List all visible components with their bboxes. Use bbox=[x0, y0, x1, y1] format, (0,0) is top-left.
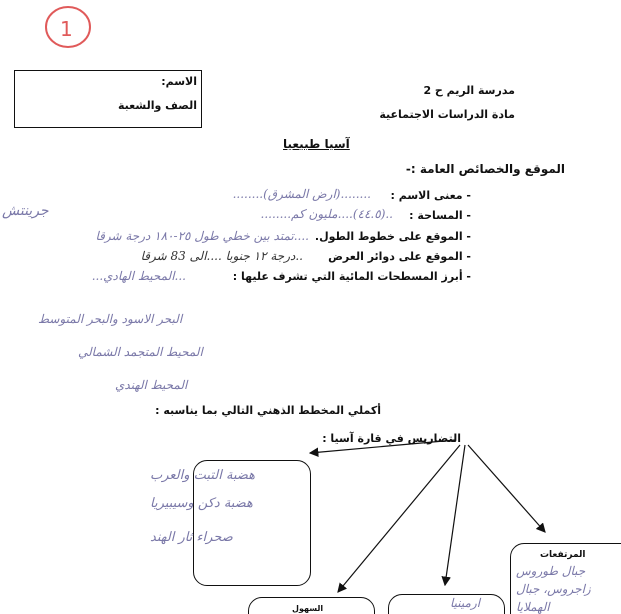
box-answer: هضبة التبت والعرب bbox=[150, 468, 256, 483]
name-box bbox=[14, 70, 202, 128]
item-answer: ..درجة ١٢ جنوبا ....الى 83 شرقا bbox=[140, 249, 303, 263]
item-label: - الموقع على خطوط الطول. bbox=[314, 230, 471, 243]
name-label: الاسم: bbox=[161, 75, 197, 88]
arrow bbox=[468, 445, 545, 532]
subject-name: مادة الدراسات الاجتماعية bbox=[379, 108, 515, 121]
diagram-box-plains bbox=[388, 594, 505, 614]
box-answer: زاجروس، جبال bbox=[516, 582, 591, 596]
section2-heading: أكملي المخطط الذهني التالي بما يناسبه : bbox=[155, 404, 381, 417]
class-label: الصف والشعبة bbox=[118, 99, 197, 112]
arrow bbox=[445, 445, 465, 585]
page-number: 1 bbox=[60, 17, 73, 41]
worksheet-title: آسيا طبيعيا bbox=[283, 137, 350, 151]
box-answer: هضبة دكن وسيبيريا bbox=[150, 496, 253, 511]
section1-heading: الموقع والخصائص العامة :- bbox=[405, 162, 565, 176]
item-label: - أبرز المسطحات المائية التي تشرف عليها : bbox=[232, 270, 471, 283]
item-label: - المساحة : bbox=[409, 209, 471, 222]
side-note: جرينتش bbox=[2, 203, 49, 219]
extra-answer: المحيط المتجمد الشمالي bbox=[78, 345, 203, 359]
item-label: - معنى الاسم : bbox=[390, 189, 471, 202]
arrow bbox=[338, 445, 460, 592]
item-label: - الموقع على دوائر العرض bbox=[328, 250, 471, 263]
box-title: السهول bbox=[292, 604, 324, 613]
item-answer: ...المحيط الهادي... bbox=[91, 269, 186, 283]
item-answer: ..(٤٤.٥)....مليون كم........ bbox=[260, 207, 393, 221]
item-answer: ........(ارض المشرق)........ bbox=[232, 187, 371, 201]
school-name: مدرسة الريم ح 2 bbox=[423, 84, 515, 97]
box-title: المرتفعات bbox=[540, 550, 586, 560]
box-answer: ارمينيا bbox=[450, 596, 481, 610]
extra-answer: البحر الاسود والبحر المتوسط bbox=[38, 312, 183, 326]
box-answer: الهملايا bbox=[516, 600, 550, 614]
item-answer: ....تمتد بين خطي طول ٢٥-١٨٠ درجة شرقا bbox=[95, 229, 309, 243]
extra-answer: المحيط الهندي bbox=[115, 378, 188, 392]
box-answer: جبال طوروس bbox=[516, 564, 586, 578]
box-answer: صحراء ثار الهند bbox=[150, 530, 233, 545]
diagram-root: التضاريس في قارة آسيا : bbox=[322, 432, 461, 445]
